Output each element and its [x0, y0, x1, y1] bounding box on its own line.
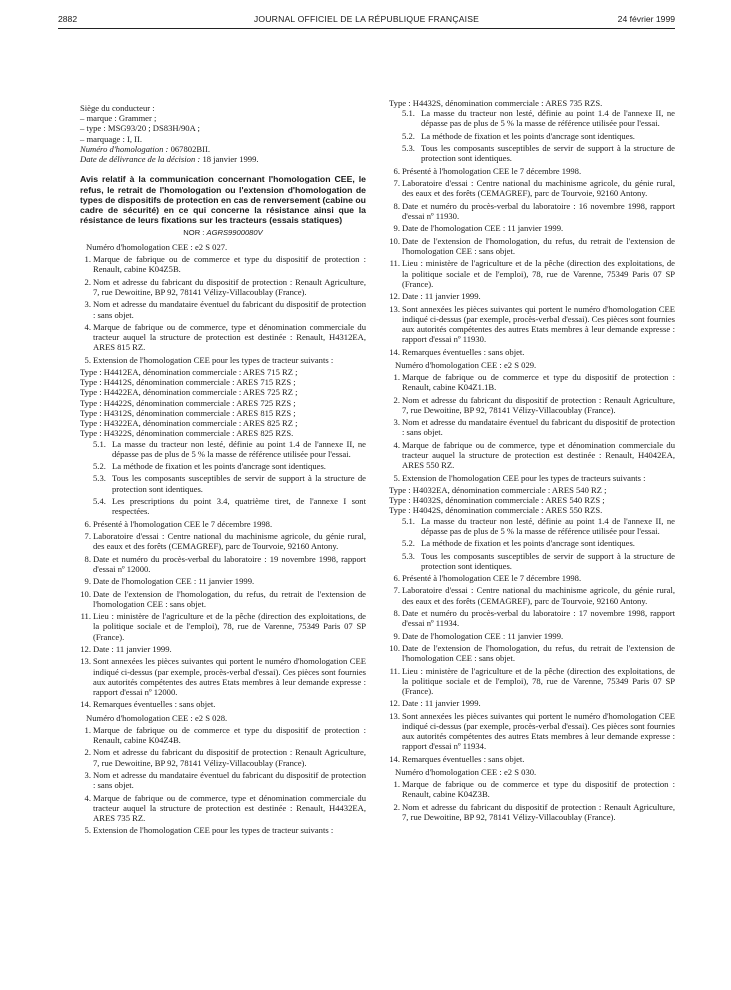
intro-line: – type : MSG93/20 ; DS83H/90A ; — [80, 123, 200, 134]
numbered-list — [389, 516, 675, 571]
numbered-item — [389, 304, 675, 345]
page-number: 2882 — [58, 14, 78, 24]
item-number: 5.1. — [402, 515, 415, 526]
item-text: Présenté à l'homologation CEE le 7 décembre 1998. — [93, 518, 273, 529]
tractor-type-line: Type : H4032S, dénomination commerciale : ARES 540 RZS ; — [389, 495, 605, 506]
sub-item — [389, 143, 675, 163]
numbered-item — [389, 223, 675, 233]
item-text: Date de l'homologation CEE : 11 janvier 1999. — [402, 630, 564, 641]
item-number: 13. — [389, 303, 400, 314]
item-number: 5.3. — [402, 143, 415, 154]
numbered-item — [389, 201, 675, 221]
sub-item — [80, 439, 366, 459]
numbered-item — [389, 417, 675, 437]
item-number: 5.3. — [402, 550, 415, 561]
item-number: 7. — [393, 178, 400, 189]
item-text: Marque de fabrique ou de commerce, type et dénomination commerciale du tracteur auquel la structure de protection est destinée : Renault, H4312EA, ARES 815 RZ. — [93, 321, 366, 353]
item-text: Date de l'homologation CEE : 11 janvier 1999. — [93, 576, 255, 587]
decision-date-line: Date de délivrance de la décision : 18 janvier 1999. — [80, 154, 259, 165]
sub-item — [389, 131, 675, 141]
item-text: Tous les composants susceptibles de servir de support à la structure de protection sont identiques. — [421, 143, 675, 164]
item-text: Sont annexées les pièces suivantes qui portent le numéro d'homologation CEE indiqué ci-dessus (par exemple, procès-verbal d'essai). Ces pièces sont fournies aux autorités compétentes des autres Etats membres à leur demande expresse : rapport d'essai nº 11934. — [402, 710, 675, 752]
item-number: 1. — [393, 779, 400, 790]
item-number: 5.2. — [402, 130, 415, 141]
numbered-list — [389, 573, 675, 764]
item-text: Date : 11 janvier 1999. — [402, 291, 481, 302]
item-number: 4. — [393, 439, 400, 450]
tractor-type-line: Type : H4422S, dénomination commerciale : ARES 725 RZS ; — [80, 397, 296, 408]
type-list — [80, 367, 366, 438]
numbered-list — [389, 108, 675, 163]
item-text: Date et numéro du procès-verbal du laboratoire : 17 novembre 1998, rapport d'essai nº 11934. — [402, 608, 675, 629]
numbered-list — [80, 519, 366, 710]
item-text: Nom et adresse du fabricant du dispositif de protection : Renault Agriculture, 7, rue Dewoitine, BP 92, 78141 Vélizy-Villacoublay (France). — [402, 394, 675, 415]
item-text: Nom et adresse du fabricant du dispositif de protection : Renault Agriculture, 7, rue Dewoitine, BP 92, 78141 Vélizy-Villacoublay (France). — [93, 747, 366, 768]
numbered-item — [389, 573, 675, 583]
notice-title: Avis relatif à la communication concernant l'homologation CEE, le refus, le retrait de l'homologation ou l'extension d'homologation de types de dispositifs de protection en cas de renversement (cabine ou cadre de sécurité) en ce qui concerne la résistance ainsi que la résistance de leurs fixations sur les tracteurs (essais statiques) — [80, 174, 366, 226]
item-text: Sont annexées les pièces suivantes qui portent le numéro d'homologation CEE indiqué ci-dessus (par exemple, procès-verbal d'essai). Ces pièces sont fournies aux autorités compétentes des autres Etats membres à leur demande expresse : rapport d'essai nº 11930. — [402, 303, 675, 345]
item-text: Extension de l'homologation CEE pour les types de tracteurs suivants : — [402, 472, 646, 483]
numbered-item — [80, 793, 366, 824]
item-number: 5. — [84, 825, 91, 836]
numbered-list — [389, 166, 675, 357]
tractor-type-line: Type : H4032EA, dénomination commerciale : ARES 540 RZ ; — [389, 484, 607, 495]
numbered-item — [80, 825, 366, 835]
item-text: Date : 11 janvier 1999. — [93, 644, 172, 655]
item-number: 4. — [84, 321, 91, 332]
item-text: Lieu : ministère de l'agriculture et de la pêche (direction des exploitations, de la politique sociale et de l'emploi), 78, rue de Varenne, 75349 Paris 07 SP (France). — [93, 611, 366, 642]
numbered-item — [80, 299, 366, 319]
item-number: 3. — [393, 417, 400, 428]
type-list — [389, 485, 675, 516]
item-number: 13. — [80, 656, 91, 667]
item-text: Date et numéro du procès-verbal du laboratoire : 16 novembre 1998, rapport d'essai nº 11930. — [402, 200, 675, 221]
numbered-item — [389, 643, 675, 663]
item-number: 5. — [84, 354, 91, 365]
sub-item — [389, 538, 675, 548]
numbered-item — [80, 519, 366, 529]
item-text: Marque de fabrique ou de commerce, type et dénomination commerciale du tracteur auquel la structure de protection est destinée : Renault, H4432EA, ARES 735 RZ. — [93, 792, 366, 824]
item-number: 2. — [393, 801, 400, 812]
item-number: 5.2. — [93, 461, 106, 472]
item-text: Date : 11 janvier 1999. — [402, 698, 481, 709]
numbered-item — [389, 291, 675, 301]
item-number: 5.1. — [93, 438, 106, 449]
item-number: 9. — [84, 576, 91, 587]
item-text: La masse du tracteur non lesté, définie au point 1.4 de l'annexe II, ne dépasse pas de plus de 5 % la masse de référence utilisée pour l'essai. — [112, 438, 366, 459]
numbered-item — [389, 608, 675, 628]
item-number: 12. — [80, 644, 91, 655]
numbered-item — [389, 585, 675, 605]
item-number: 5.1. — [402, 108, 415, 119]
item-text: Marque de fabrique ou de commerce et type du dispositif de protection : Renault, cabine K04Z4B. — [93, 724, 366, 746]
item-text: Sont annexées les pièces suivantes qui portent le numéro d'homologation CEE indiqué ci-dessus (par exemple, procès-verbal d'essai). Ces pièces sont fournies aux autorités compétentes des autres Etats membres à leur demande expresse : rapport d'essai nº 12000. — [93, 656, 366, 698]
numbered-item — [80, 725, 366, 745]
right-column — [389, 98, 675, 824]
numbered-item — [389, 711, 675, 752]
item-number: 9. — [393, 630, 400, 641]
item-number: 11. — [389, 665, 400, 676]
numbered-item — [80, 656, 366, 697]
item-text: Tous les composants susceptibles de servir de support à la structure de protection sont identiques. — [112, 473, 366, 494]
item-number: 1. — [393, 371, 400, 382]
numbered-list — [80, 254, 366, 365]
item-text: Extension de l'homologation CEE pour les types de tracteur suivants : — [93, 825, 334, 836]
sub-item — [80, 473, 366, 493]
numbered-item — [80, 611, 366, 642]
numbered-list — [80, 725, 366, 836]
intro-line: Siège du conducteur : — [80, 103, 155, 113]
item-text: Marque de fabrique ou de commerce et type du dispositif de protection : Renault, cabine K04Z5B. — [93, 254, 366, 275]
numbered-item — [389, 754, 675, 764]
item-number: 4. — [84, 792, 91, 803]
item-text: Date de l'extension de l'homologation, du refus, du retrait de l'extension de l'homologation CEE : sans objet. — [93, 588, 366, 609]
section-heading: Numéro d'homologation CEE : e2 S 027. — [86, 241, 228, 252]
item-number: 5. — [393, 472, 400, 483]
item-number: 3. — [84, 770, 91, 781]
item-text: Nom et adresse du mandataire éventuel du fabricant du dispositif de protection : sans objet. — [93, 299, 366, 320]
numbered-item — [389, 698, 675, 708]
item-number: 5.2. — [402, 538, 415, 549]
item-text: Date de l'extension de l'homologation, du refus, du retrait de l'extension de l'homologation CEE : sans objet. — [402, 235, 675, 256]
item-text: Laboratoire d'essai : Centre national du machinisme agricole, du génie rural, des eaux et des forêts (CEMAGREF), parc de Tourvoie, 92160 Antony. — [402, 178, 675, 199]
numbered-list — [389, 779, 675, 822]
item-text: Laboratoire d'essai : Centre national du machinisme agricole, du génie rural, des eaux et des forêts (CEMAGREF), parc de Tourvoie, 92160 Antony. — [402, 585, 675, 606]
intro-block — [80, 103, 366, 164]
numbered-item — [80, 699, 366, 709]
section-heading: Numéro d'homologation CEE : e2 S 029. — [395, 359, 537, 370]
journal-title: JOURNAL OFFICIEL DE LA RÉPUBLIQUE FRANÇAISE — [253, 14, 480, 24]
tractor-type-line: Type : H4422EA, dénomination commerciale : ARES 725 RZ ; — [80, 387, 298, 398]
numbered-item — [389, 631, 675, 641]
item-text: Nom et adresse du mandataire éventuel du fabricant du dispositif de protection : sans objet. — [402, 417, 675, 438]
tractor-type-line: Type : H4412EA, dénomination commerciale : ARES 715 RZ ; — [80, 367, 298, 378]
sub-item — [80, 496, 366, 516]
item-text: Remarques éventuelles : sans objet. — [402, 346, 525, 357]
item-number: 10. — [389, 235, 400, 246]
item-number: 13. — [389, 710, 400, 721]
numbered-item — [80, 576, 366, 586]
issue-date: 24 février 1999 — [617, 14, 675, 24]
homolog-number-line: Numéro d'homologation : 067802BII. — [80, 143, 210, 154]
item-text: Date et numéro du procès-verbal du laboratoire : 19 novembre 1998, rapport d'essai nº 12000. — [93, 553, 366, 574]
nor-reference: NOR : AGRS9900080V — [183, 227, 263, 237]
item-number: 12. — [389, 698, 400, 709]
numbered-item — [389, 666, 675, 697]
item-text: Lieu : ministère de l'agriculture et de la pêche (direction des exploitations, de la politique sociale et de l'emploi), 78, rue de Varenne, 75349 Paris 07 SP (France). — [402, 258, 675, 289]
item-text: Nom et adresse du mandataire éventuel du fabricant du dispositif de protection : sans objet. — [93, 770, 366, 791]
numbered-item — [389, 166, 675, 176]
numbered-item — [389, 440, 675, 471]
numbered-item — [389, 395, 675, 415]
item-number: 7. — [84, 531, 91, 542]
tractor-type-line: Type : H4322S, dénomination commerciale : ARES 825 RZS. — [80, 428, 294, 439]
left-column — [80, 103, 366, 838]
numbered-item — [80, 531, 366, 551]
numbered-item — [389, 473, 675, 483]
item-text: Date de l'homologation CEE : 11 janvier 1999. — [402, 223, 564, 234]
item-number: 11. — [389, 258, 400, 269]
item-text: Remarques éventuelles : sans objet. — [93, 699, 216, 710]
tractor-type-line: Type : H4432S, dénomination commerciale : ARES 735 RZS. — [389, 98, 603, 108]
numbered-item — [80, 355, 366, 365]
item-number: 1. — [84, 254, 91, 265]
numbered-list — [80, 439, 366, 517]
item-number: 2. — [84, 747, 91, 758]
item-text: Marque de fabrique ou de commerce et type du dispositif de protection : Renault, cabine K04Z3B. — [402, 779, 675, 800]
item-text: Tous les composants susceptibles de servir de support à la structure de protection sont identiques. — [421, 550, 675, 571]
item-text: La méthode de fixation et les points d'ancrage sont identiques. — [112, 461, 326, 472]
item-text: Lieu : ministère de l'agriculture et de la pêche (direction des exploitations, de la politique sociale et de l'emploi), 78, rue de Varenne, 75349 Paris 07 SP (France). — [402, 665, 675, 697]
tractor-type-line: Type : H4322EA, dénomination commerciale : ARES 825 RZ ; — [80, 418, 298, 429]
numbered-list — [389, 372, 675, 483]
item-text: Extension de l'homologation CEE pour les types de tracteur suivants : — [93, 354, 334, 365]
item-text: Les prescriptions du point 3.4, quatrième tiret, de l'annexe I sont respectées. — [112, 496, 366, 517]
item-text: Date de l'extension de l'homologation, du refus, du retrait de l'extension de l'homologation CEE : sans objet. — [402, 643, 675, 664]
item-text: Marque de fabrique ou de commerce et type du dispositif de protection : Renault, cabine K04Z1.1B. — [402, 371, 675, 393]
item-text: Nom et adresse du fabricant du dispositif de protection : Renault Agriculture, 7, rue Dewoitine, BP 92, 78141 Vélizy-Villacoublay (France). — [402, 801, 675, 823]
sub-item — [389, 108, 675, 128]
sub-item — [80, 461, 366, 471]
item-text: Laboratoire d'essai : Centre national du machinisme agricole, du génie rural, des eaux et des forêts (CEMAGREF), parc de Tourvoie, 92160 Antony. — [93, 531, 366, 552]
item-number: 1. — [84, 724, 91, 735]
numbered-item — [80, 747, 366, 767]
item-number: 2. — [393, 394, 400, 405]
item-number: 14. — [389, 346, 400, 357]
type-list — [389, 98, 675, 108]
numbered-item — [80, 322, 366, 353]
item-text: Marque de fabrique ou de commerce, type et dénomination commerciale du tracteur auquel la structure de protection est destinée : Renault, H4042EA, ARES 550 RZ. — [402, 439, 675, 471]
sub-item — [389, 516, 675, 536]
item-number: 12. — [389, 291, 400, 302]
item-number: 2. — [84, 276, 91, 287]
item-text: La masse du tracteur non lesté, définie au point 1.4 de l'annexe II, ne dépasse pas de plus de 5 % la masse de référence utilisée pour l'essai. — [421, 515, 675, 536]
item-number: 3. — [84, 299, 91, 310]
item-number: 5.4. — [93, 496, 106, 507]
item-number: 11. — [80, 611, 91, 622]
intro-line: – marquage : I, II. — [80, 133, 143, 144]
item-number: 6. — [393, 573, 400, 584]
item-text: Présenté à l'homologation CEE le 7 décembre 1998. — [402, 573, 582, 584]
header-rule — [58, 28, 675, 29]
numbered-item — [389, 802, 675, 822]
item-number: 14. — [389, 753, 400, 764]
numbered-item — [80, 770, 366, 790]
numbered-item — [80, 554, 366, 574]
item-text: La masse du tracteur non lesté, définie au point 1.4 de l'annexe II, ne dépasse pas de plus de 5 % la masse de référence utilisée pour l'essai. — [421, 108, 675, 129]
item-text: Nom et adresse du fabricant du dispositif de protection : Renault Agriculture, 7, rue Dewoitine, BP 92, 78141 Vélizy-Villacoublay (France). — [93, 276, 366, 297]
numbered-item — [389, 347, 675, 357]
numbered-item — [389, 779, 675, 799]
item-number: 8. — [84, 553, 91, 564]
section-heading: Numéro d'homologation CEE : e2 S 030. — [395, 767, 537, 778]
intro-line: – marque : Grammer ; — [80, 113, 157, 124]
numbered-item — [389, 258, 675, 289]
item-number: 7. — [393, 585, 400, 596]
item-number: 10. — [389, 643, 400, 654]
sub-item — [389, 551, 675, 571]
numbered-item — [389, 372, 675, 392]
item-number: 8. — [393, 608, 400, 619]
section-heading: Numéro d'homologation CEE : e2 S 028. — [86, 712, 228, 723]
numbered-item — [80, 644, 366, 654]
item-number: 10. — [80, 588, 91, 599]
numbered-item — [389, 178, 675, 198]
numbered-item — [80, 254, 366, 274]
tractor-type-line: Type : H4042S, dénomination commerciale : ARES 550 RZS. — [389, 505, 603, 516]
numbered-item — [389, 236, 675, 256]
tractor-type-line: Type : H4412S, dénomination commerciale : ARES 715 RZS ; — [80, 377, 296, 388]
item-text: Remarques éventuelles : sans objet. — [402, 753, 525, 764]
running-header — [58, 14, 675, 28]
item-number: 8. — [393, 200, 400, 211]
item-text: La méthode de fixation et les points d'ancrage sont identiques. — [421, 538, 635, 549]
item-text: Présenté à l'homologation CEE le 7 décembre 1998. — [402, 165, 582, 176]
numbered-item — [80, 589, 366, 609]
item-number: 9. — [393, 223, 400, 234]
item-number: 5.3. — [93, 473, 106, 484]
item-text: La méthode de fixation et les points d'ancrage sont identiques. — [421, 130, 635, 141]
item-number: 6. — [84, 518, 91, 529]
numbered-item — [80, 277, 366, 297]
item-number: 6. — [393, 165, 400, 176]
item-number: 14. — [80, 699, 91, 710]
tractor-type-line: Type : H4312S, dénomination commerciale : ARES 815 RZS ; — [80, 407, 296, 418]
